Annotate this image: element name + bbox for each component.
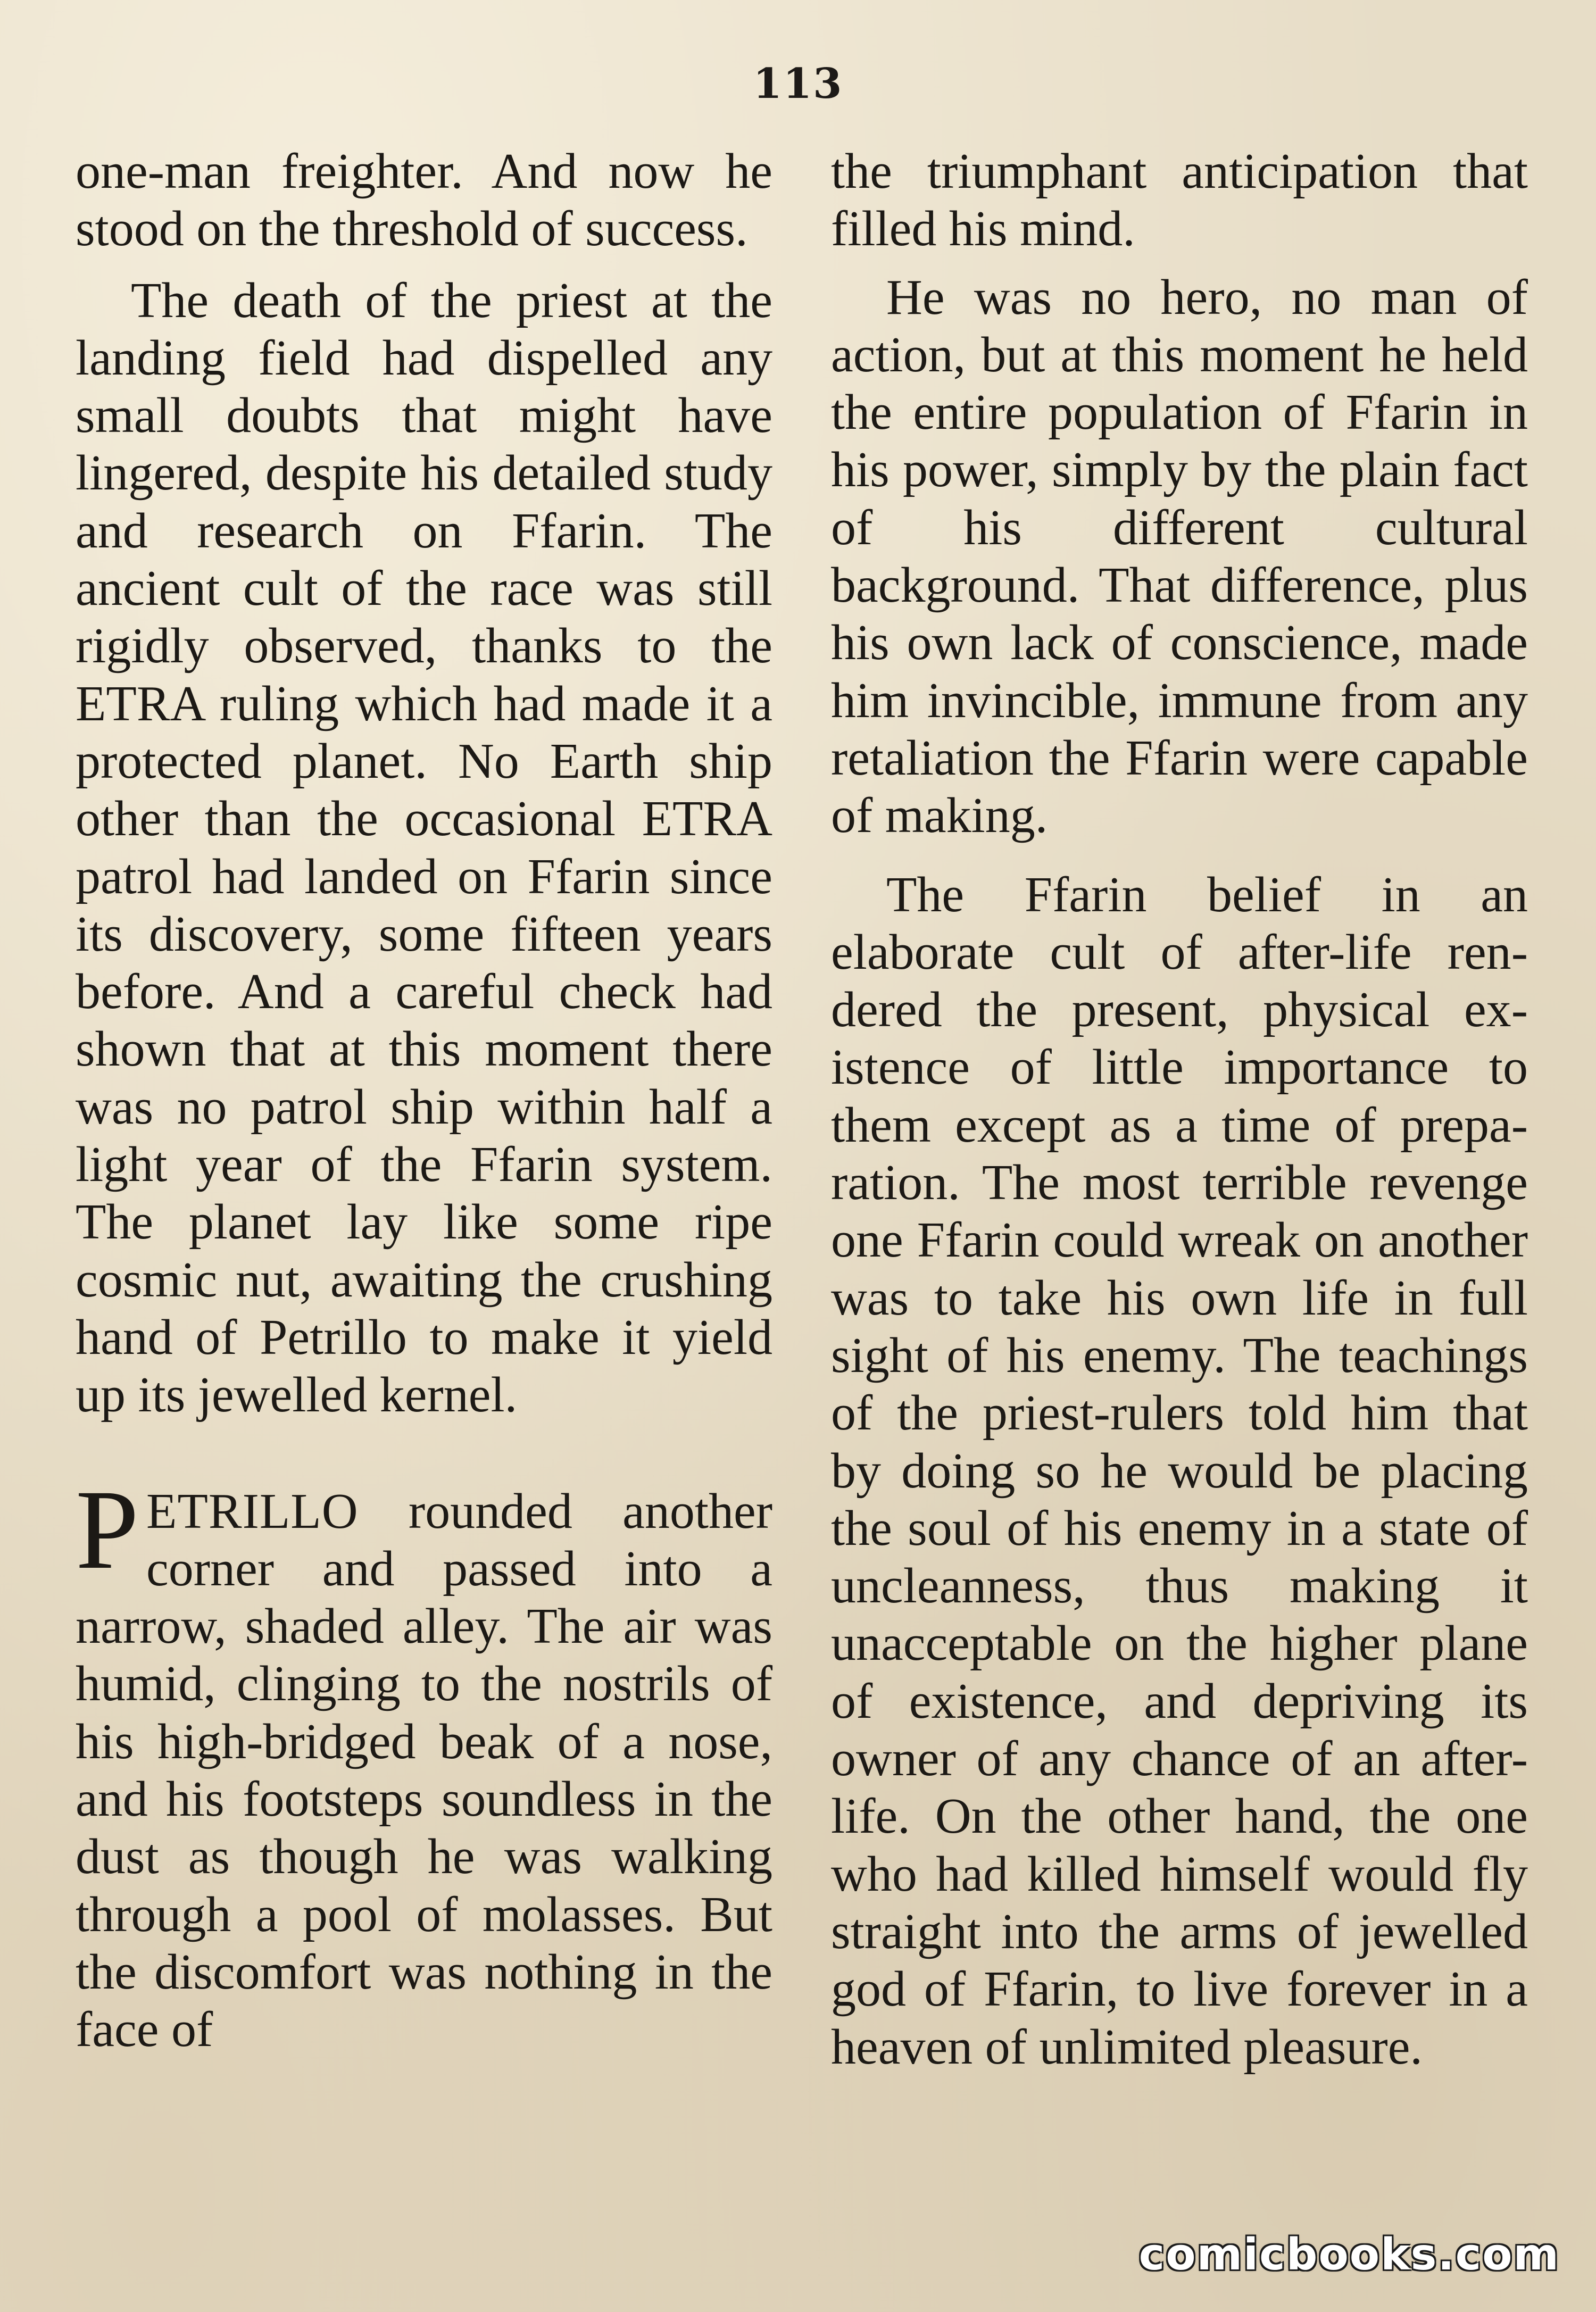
left-column xyxy=(76,143,772,2059)
right-column xyxy=(831,143,1528,2076)
left-paragraph-3 xyxy=(76,1466,772,2059)
right-paragraph-1: the triumphant anticipation that filled his mind. xyxy=(831,144,1528,257)
right-paragraph-3: The Ffarin belief in an elaborate cult of after-life rendered the present, physical existence of little importance to them except as a time of preparation. The most terrible revenge one Ffarin could wreak on another was to take his own life in full sight of his enemy. The teachings of the priest-rulers told him that by doing so he would be placing the soul of his enemy in a state of uncleanness, thus making it unacceptable on the higher plane of existence, and depriving its owner of any chance of an after-life. On the other hand, the one who had killed himself would fly straight into the arms of jewelled god of Ffarin, to live forever in a heaven of unlimited pleasure. xyxy=(831,867,1528,2075)
drop-cap: P xyxy=(76,1466,139,1593)
section-opening-caps: ETRILLO xyxy=(146,1483,359,1539)
left-paragraph-3-text: rounded another corner and passed into a narrow, shaded alley. The air was humid, clinging to the nostrils of his high-bridged beak of a nose, and his footsteps soundless in the dust as though he was walking through a pool of molasses. But the discomfort was nothing in the face of xyxy=(76,1483,772,2058)
watermark-logo: comicbooks.com xyxy=(1138,2230,1560,2280)
left-paragraph-2: The death of the priest at the landing field had dispelled any small doubts that might have lingered, despite his detailed study and research on Ffarin. The ancient cult of the race was still rigidly observed, thanks to the ETRA ruling which had made it a protected planet. No Earth ship other than the occasional ETRA patrol had landed on Ffarin since its discovery, some fifteen years before. And a careful check had shown that at this moment there was no patrol ship within half a light year of the Ffarin system. The planet lay like some ripe cosmic nut, awaiting the crushing hand of Petrillo to make it yield up its jewelled kernel. xyxy=(76,272,772,1423)
page-number: 113 xyxy=(753,60,843,108)
left-paragraph-1: one-man freighter. And now he stood on the threshold of success. xyxy=(76,144,772,257)
right-paragraph-2: He was no hero, no man of action, but at this moment he held the entire population of Ffarin in his power, simply by the plain fact of his different cultural background. That difference, plus his own lack of conscience, made him invincible, immune from any retaliation the Ffarin were capable of making. xyxy=(831,269,1528,844)
